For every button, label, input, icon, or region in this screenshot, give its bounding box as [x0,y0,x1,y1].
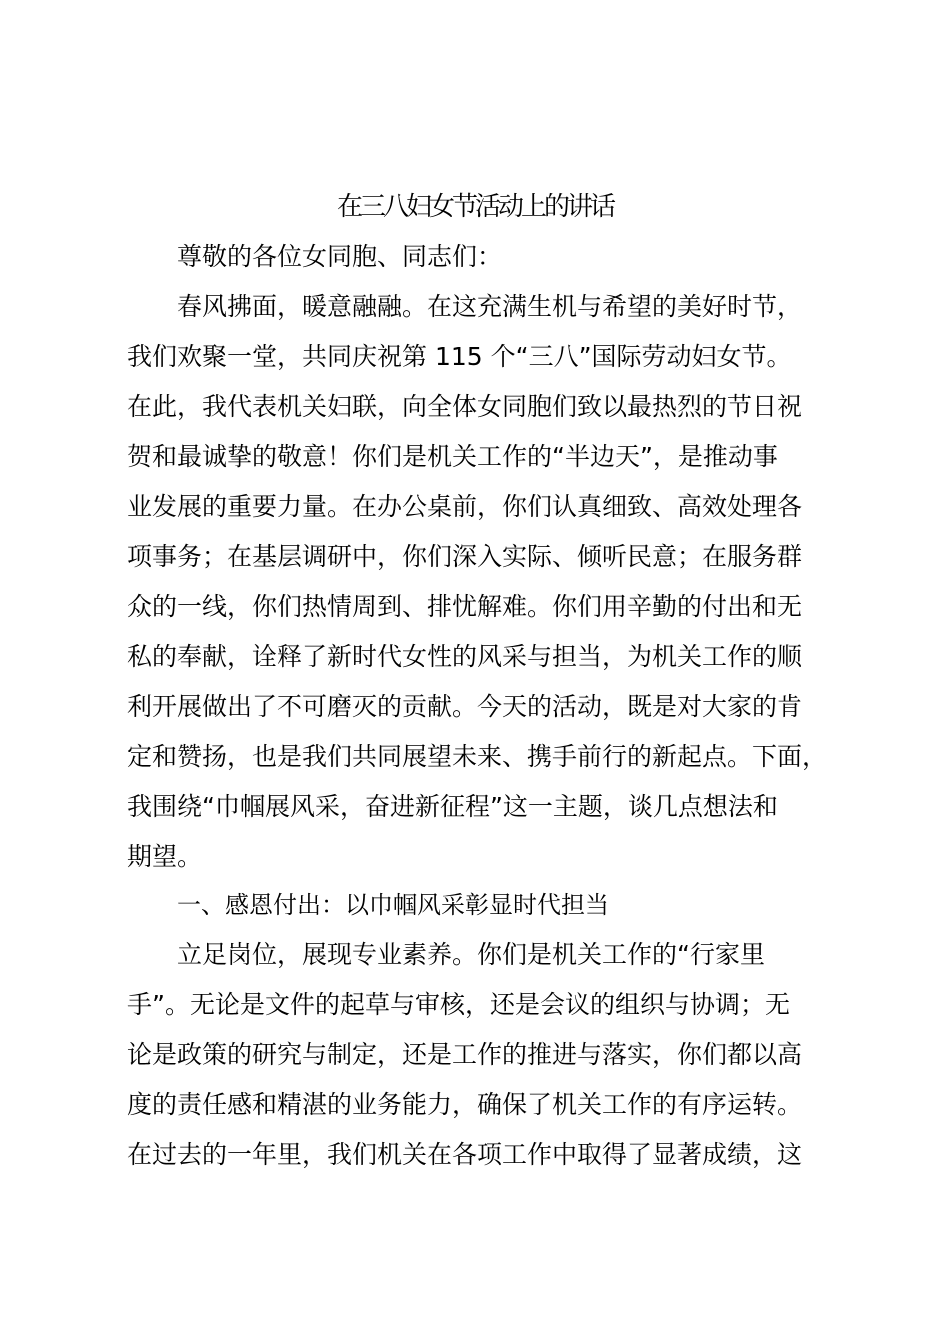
paragraph-1-line-6: 项事务；在基层调研中，你们深入实际、倾听民意；在服务群 [127,542,803,571]
paragraph-1-line-2: 我们欢聚一堂，共同庆祝第 115 个“三八”国际劳动妇女节。 [127,342,792,371]
section-1-heading: 一、感恩付出：以巾帼风采彰显时代担当 [177,891,609,919]
salutation: 尊敬的各位女同胞、同志们： [177,242,503,271]
document-title: 在三八妇女节活动上的讲话 [336,192,613,222]
paragraph-2-line-3: 论是政策的研究与制定，还是工作的推进与落实，你们都以高 [127,1040,803,1069]
paragraph-2-line-2: 手”。无论是文件的起草与审核，还是会议的组织与协调；无 [127,990,790,1019]
paragraph-1-line-12: 期望。 [127,842,203,871]
paragraph-1-line-11: 我围绕“巾帼展风采，奋进新征程”这一主题，谈几点想法和 [127,792,778,821]
paragraph-2-line-5: 在过去的一年里，我们机关在各项工作中取得了显著成绩，这 [127,1140,803,1169]
paragraph-1-line-9: 利开展做出了不可磨灭的贡献。今天的活动，既是对大家的肯 [127,692,803,721]
paragraph-1-line-7: 众的一线，你们热情周到、排忧解难。你们用辛勤的付出和无 [127,592,803,621]
paragraph-1-line-8: 私的奉献，诠释了新时代女性的风采与担当，为机关工作的顺 [127,642,803,671]
paragraph-1-line-3: 在此，我代表机关妇联，向全体女同胞们致以最热烈的节日祝 [127,392,803,421]
paragraph-2-line-4: 度的责任感和精湛的业务能力，确保了机关工作的有序运转。 [127,1090,803,1119]
paragraph-1-line-4: 贺和最诚挚的敬意！你们是机关工作的“半边天”，是推动事 [127,442,778,471]
paragraph-1-line-10: 定和赞扬，也是我们共同展望未来、携手前行的新起点。下面， [127,742,828,771]
paragraph-1-line-1: 春风拂面，暖意融融。在这充满生机与希望的美好时节， [177,292,803,321]
paragraph-1-line-5: 业发展的重要力量。在办公桌前，你们认真细致、高效处理各 [127,492,803,521]
paragraph-2-line-1: 立足岗位，展现专业素养。你们是机关工作的“行家里 [177,940,765,969]
